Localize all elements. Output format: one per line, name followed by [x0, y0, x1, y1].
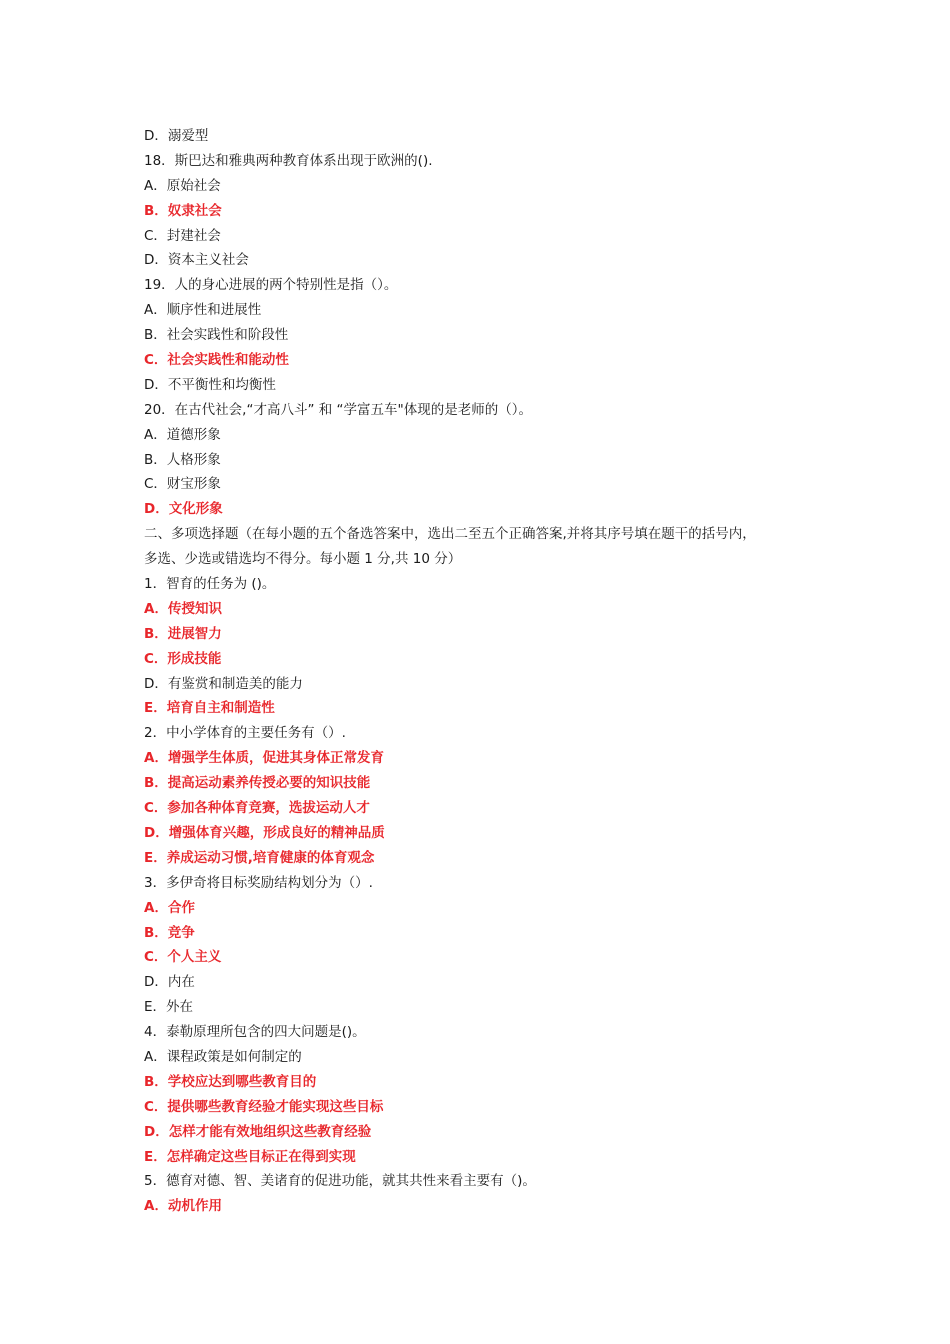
correct-answer-line: A．传授知识 — [144, 600, 222, 617]
text-line: E．外在 — [144, 999, 194, 1016]
text-line: 19．人的身心进展的两个特别性是指（）。 — [144, 277, 398, 294]
correct-answer-line: E．培育自主和制造性 — [144, 700, 275, 717]
text-line: 2．中小学体育的主要任务有（）. — [144, 725, 346, 742]
correct-answer-line: A．合作 — [144, 899, 195, 916]
correct-answer-line: D．增强体育兴趣，形成良好的精神品质 — [144, 824, 385, 841]
text-line: A．道德形象 — [144, 426, 221, 443]
text-line: D．溺爱型 — [144, 128, 209, 144]
text-line: 多选、少选或错选均不得分。每小题 1 分,共 10 分） — [144, 551, 462, 568]
correct-answer-line: B．竞争 — [144, 924, 195, 941]
correct-answer-line: C．提供哪些教育经验才能实现这些目标 — [144, 1098, 384, 1115]
text-line: B．社会实践性和阶段性 — [144, 327, 289, 344]
correct-answer-line: A．增强学生体质，促进其身体正常发育 — [144, 750, 384, 767]
text-line: 1．智育的任务为 ()。 — [144, 576, 276, 593]
text-line: 5．德育对德、智、美诸育的促进功能，就其共性来看主要有（)。 — [144, 1173, 536, 1190]
text-line: A．课程政策是如何制定的 — [144, 1048, 302, 1065]
correct-answer-line: C．社会实践性和能动性 — [144, 352, 289, 369]
correct-answer-line: E．养成运动习惯,培育健康的体育观念 — [144, 849, 375, 866]
text-line: C．财宝形象 — [144, 476, 221, 493]
text-line: D．资本主义社会 — [144, 252, 249, 269]
text-line: D．有鉴赏和制造美的能力 — [144, 675, 303, 692]
text-line: B．人格形象 — [144, 451, 221, 468]
correct-answer-line: D．怎样才能有效地组织这些教育经验 — [144, 1123, 372, 1140]
text-line: 20．在古代社会,“才高八斗” 和 “学富五车"体现的是老师的（）。 — [144, 401, 532, 418]
correct-answer-line: B．学校应达到哪些教育目的 — [144, 1073, 317, 1090]
correct-answer-line: C．个人主义 — [144, 949, 222, 966]
text-line: 3．多伊奇将目标奖励结构划分为（）. — [144, 874, 373, 891]
text-line: D．不平衡性和均衡性 — [144, 376, 276, 393]
text-line: D．内在 — [144, 974, 195, 991]
text-line: 二、多项选择题（在每小题的五个备选答案中，选出二至五个正确答案,并将其序号填在题干的括号内， — [144, 526, 756, 543]
correct-answer-line: B．奴隶社会 — [144, 202, 222, 219]
text-line: C．封建社会 — [144, 227, 221, 244]
document-page — [144, 124, 804, 1219]
correct-answer-line: C．参加各种体育竞赛，选拔运动人才 — [144, 800, 370, 817]
correct-answer-line: B．提高运动素养传授必要的知识技能 — [144, 775, 371, 792]
text-line: 18．斯巴达和雅典两种教育体系出现于欧洲的(). — [144, 152, 433, 169]
correct-answer-line: E．怎样确定这些目标正在得到实现 — [144, 1148, 356, 1165]
text-line: A．原始社会 — [144, 177, 221, 194]
text-line: 4．泰勒原理所包含的四大问题是()。 — [144, 1024, 366, 1041]
correct-answer-line: B．进展智力 — [144, 625, 222, 642]
correct-answer-line: C．形成技能 — [144, 650, 222, 667]
correct-answer-line: D．文化形象 — [144, 501, 223, 518]
text-line: A．顺序性和进展性 — [144, 302, 262, 319]
correct-answer-line: A．动机作用 — [144, 1198, 222, 1215]
